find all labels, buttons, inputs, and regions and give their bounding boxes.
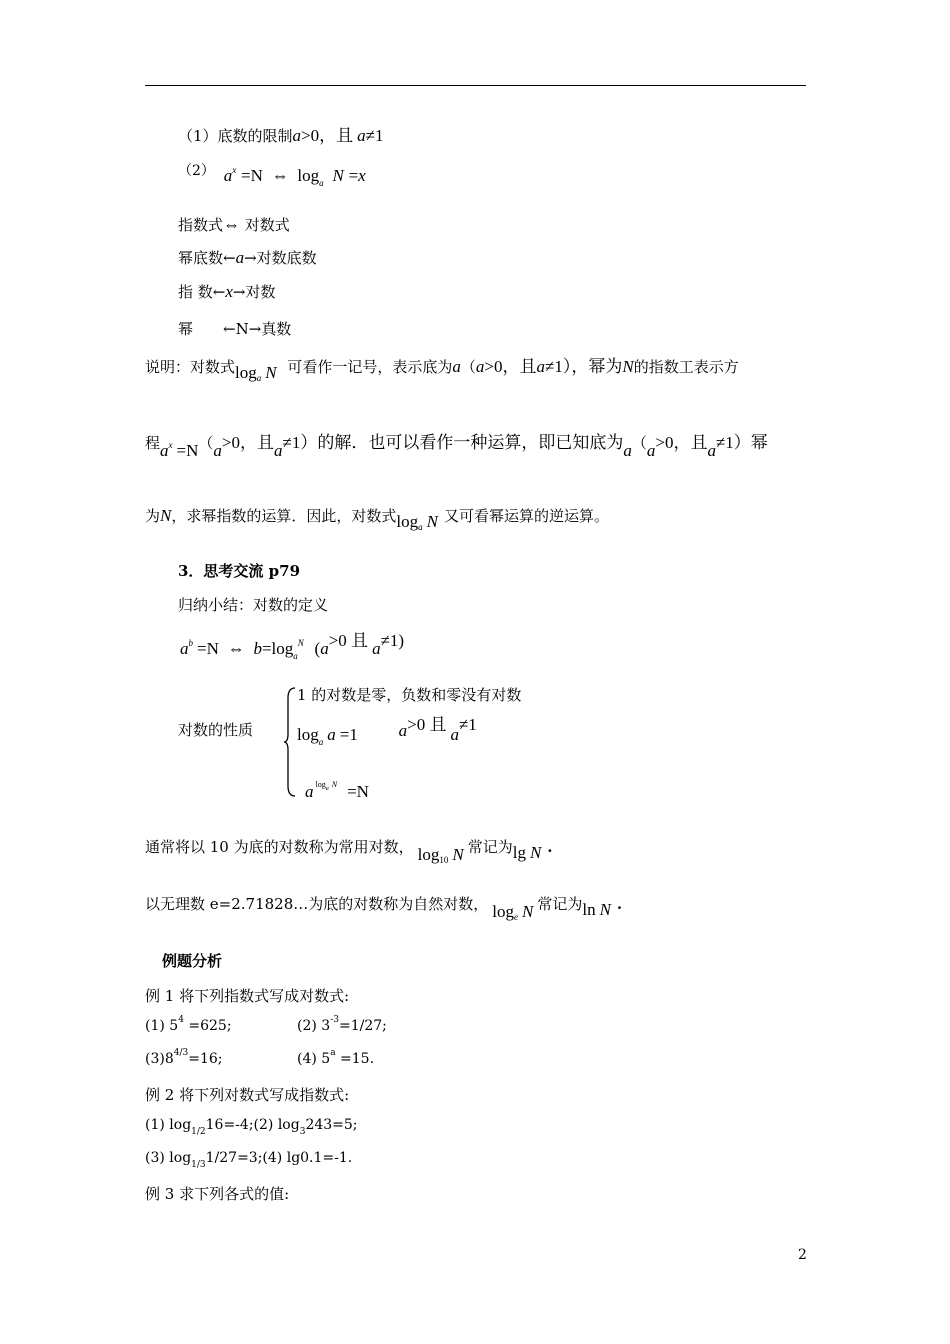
example-2-row-1: (1) $\log_{1/2}16=-4;(2)$ $\log_3243=5$; <box>145 1117 358 1137</box>
example-2-row-2: (3) $\log_{1/3}1/27=3;(4)$ lg0.1=-1. <box>145 1150 353 1170</box>
log-definition: $a^b =N$ ⇔ $b=\log_a^N$ (a>0 且 a≠1) <box>180 631 405 661</box>
left-brace <box>283 686 297 798</box>
page-number: 2 <box>798 1247 807 1263</box>
example-1-row-2b: (4) $5^a =15$. <box>297 1048 375 1067</box>
example-1: 例 1 将下列指数式写成对数式: <box>145 987 350 1005</box>
properties-label: 对数的性质 <box>178 721 254 739</box>
line-base: 幂底数←a→对数底数 <box>178 248 317 267</box>
property-3: a $^{loga}$ $^N$ =N <box>305 780 369 801</box>
example-1-row-1: (1) $5^4 =625$; <box>145 1015 232 1034</box>
line-exponent: 指 数←x→对数 <box>178 282 276 301</box>
explain-line-3: 为N，求幂指数的运算．因此，对数式$\log_a N$ 又可看幂运算的逆运算。 <box>145 506 609 532</box>
line-power: 幂 ←N→真数 <box>178 320 292 338</box>
example-1-row-1b: (2) $3^{-3}=1/27$; <box>297 1015 387 1034</box>
example-1-row-2: $(3)8^{4/3}=16$; <box>145 1048 223 1067</box>
examples-title: 例题分析 <box>162 952 223 970</box>
section-3-title: 3．思考交流 p79 <box>178 562 301 580</box>
header-rule <box>145 85 806 86</box>
example-3: 例 3 求下列各式的值: <box>145 1185 290 1203</box>
line-equivalence: （2） $a^x =N$ ⇔ $\log_a N =x$ <box>178 163 366 188</box>
property-1: 1 的对数是零，负数和零没有对数 <box>297 686 522 704</box>
summary-line: 归纳小结：对数的定义 <box>178 596 329 614</box>
natural-log-line: 以无理数 e=2.71828…为底的对数称为自然对数， $\log_e N$ 常记为ln N . <box>145 895 623 922</box>
explain-line-2: 程ax =N（a>0，且a≠1）的解．也可以看作一种运算，即已知底为a（a>0，且a≠1）幂 <box>145 433 768 460</box>
line-exp-log: 指数式⇔ 对数式 <box>178 215 290 234</box>
common-log-line: 通常将以 10 为底的对数称为常用对数， $\log_{10} N$ 常记为lg N . <box>145 838 553 865</box>
example-2: 例 2 将下列对数式写成指数式: <box>145 1086 350 1104</box>
explain-line-1: 说明：对数式$\log_a N$ 可看作一记号，表示底为a（a>0，且a≠1），幂为N的指数工表示方 <box>145 357 739 383</box>
line-base-restriction: （1）底数的限制a>0，且 a≠1 <box>178 126 384 145</box>
property-2: $\log_a a =1$ a>0 且a≠1 <box>297 715 477 747</box>
